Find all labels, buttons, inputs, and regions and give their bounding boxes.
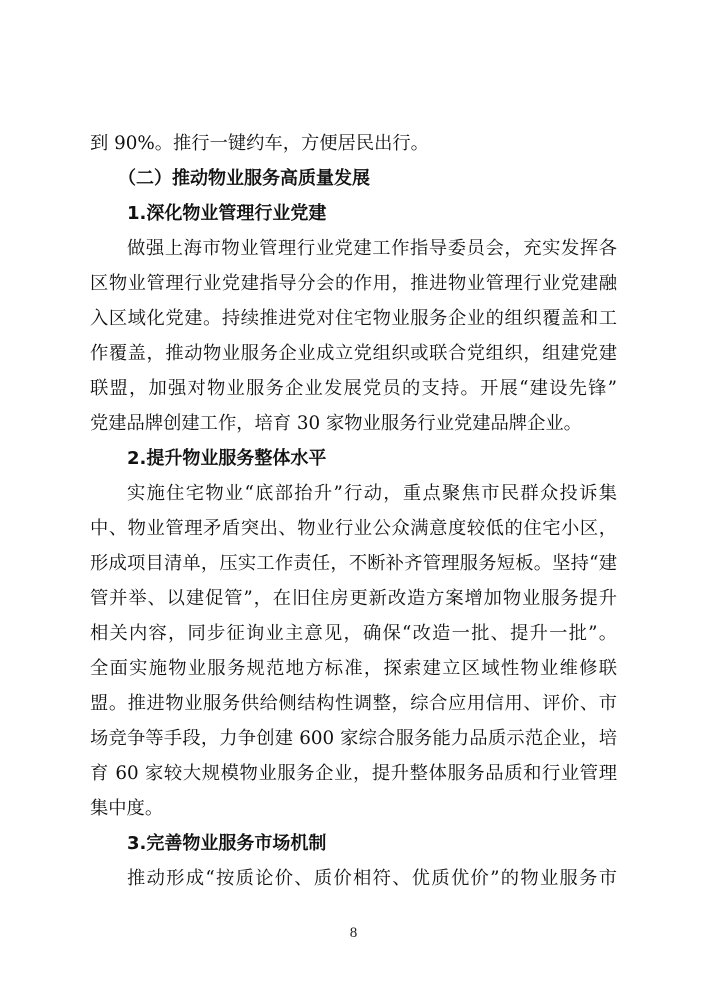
paragraph-line: 场竞争等手段，力争创建 600 家综合服务能力品质示范企业，培 xyxy=(90,728,617,749)
paragraph-line: 到 90%。推行一键约车，方便居民出行。 xyxy=(90,133,429,154)
paragraph-line: 盟。推进物业服务供给侧结构性调整，综合应用信用、评价、市 xyxy=(90,693,617,714)
subsection-heading: 3.完善物业服务市场机制 xyxy=(127,833,327,854)
paragraph-line: 区物业管理行业党建指导分会的作用，推进物业管理行业党建融 xyxy=(90,273,617,294)
body-text xyxy=(90,129,617,899)
page-number: 8 xyxy=(349,925,358,941)
paragraph-line: 集中度。 xyxy=(90,798,164,819)
paragraph-line: 中、物业管理矛盾突出、物业行业公众满意度较低的住宅小区， xyxy=(90,518,617,539)
paragraph-line: 管并举、以建促管”，在旧住房更新改造方案增加物业服务提升 xyxy=(90,588,617,609)
subsection-heading: 2.提升物业服务整体水平 xyxy=(127,448,327,469)
paragraph-line: 联盟，加强对物业服务企业发展党员的支持。开展“建设先锋” xyxy=(90,378,617,399)
paragraph-line: 做强上海市物业管理行业党建工作指导委员会，充实发挥各 xyxy=(127,238,617,259)
paragraph-line: 全面实施物业服务规范地方标准，探索建立区域性物业维修联 xyxy=(90,658,617,679)
section-heading: （二）推动物业服务高质量发展 xyxy=(118,168,370,189)
paragraph-line: 育 60 家较大规模物业服务企业，提升整体服务品质和行业管理 xyxy=(90,763,617,784)
paragraph-line: 党建品牌创建工作，培育 30 家物业服务行业党建品牌企业。 xyxy=(90,413,582,434)
paragraph-line: 推动形成“按质论价、质价相符、优质优价”的物业服务市 xyxy=(127,868,617,889)
paragraph-line: 入区域化党建。持续推进党对住宅物业服务企业的组织覆盖和工 xyxy=(90,308,617,329)
paragraph-line: 作覆盖，推动物业服务企业成立党组织或联合党组织，组建党建 xyxy=(90,343,617,364)
subsection-heading: 1.深化物业管理行业党建 xyxy=(127,203,327,224)
paragraph-line: 相关内容，同步征询业主意见，确保“改造一批、提升一批”。 xyxy=(90,623,617,644)
paragraph-line: 形成项目清单，压实工作责任，不断补齐管理服务短板。坚持“建 xyxy=(90,553,617,574)
paragraph-line: 实施住宅物业“底部抬升”行动，重点聚焦市民群众投诉集 xyxy=(127,483,617,504)
